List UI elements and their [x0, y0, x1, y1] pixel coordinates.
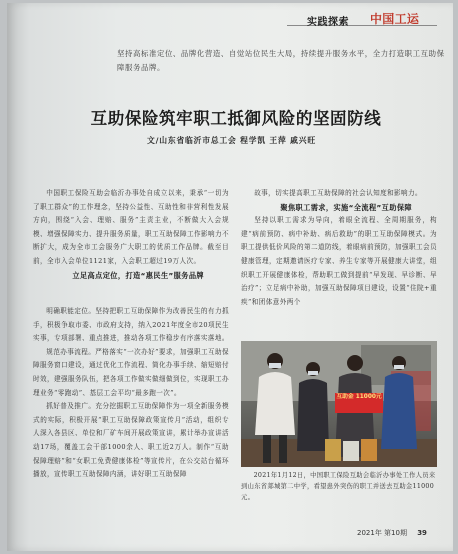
- article-title: 互助保险筑牢职工抵御风险的坚固防线: [90, 109, 382, 128]
- photo-caption: [241, 470, 437, 503]
- page-gutter-shadow: [7, 3, 29, 551]
- caption-text: 2021年1月12日，中国职工保险互助会临沂办事处工作人员来到山东省郯城第二中学，看望患外突伤的职工并送去互助金11000元。: [241, 472, 436, 501]
- paragraph: 坚持以职工需求为导向，着眼全流程、全周期服务，构建“病前预防、病中补助、病后救助”的职工互助保障模式。为职工提供低价风险的第二道防线，着眼病前预防，加强职工会员健康管理，定期邀请医疗专家、养生专家等开展健康大讲堂，组织职工开展健康体检，帮助职工做到提前“早发现、早诊断、早治疗”；立足病中补助，加强互助保障项目建设，设置“住院+重疾”和团体意外两个: [241, 216, 437, 306]
- section-kicker: 实践探索: [307, 17, 349, 28]
- page-footer: [357, 528, 427, 538]
- left-column-bottom: [33, 305, 229, 482]
- paragraph: 抓好普及推广。充分挖掘职工互助保障作为一项全新服务模式的实际，积极开展“职工互助保障政策宣传月”活动，组织专人深入各县区、单位和厂矿车间开展政策宣讲，累计举办宣讲活动17场，覆盖工会干部1000余人、职工近2万人。制作“互助保障理赔”和“女职工免费健康体检”等宣传片，在公交站台循环播放，宣传职工互助保障内涵，讲好职工互助保障: [33, 402, 229, 479]
- section-heading: 立足高点定位，打造“惠民生”服务品牌: [72, 270, 205, 280]
- right-column: [241, 187, 437, 309]
- paragraph: 故事，切实提高职工互助保障的社会认知度和影响力。: [254, 189, 423, 197]
- magazine-brand: 中国工运: [370, 12, 420, 26]
- intro-text: 坚持高标准定位、品牌化营造、自觉站位民生大局，持续提升服务水平，全力打造职工互助保障服务品牌。: [117, 49, 445, 72]
- paragraph: 规范办事流程。严格落实“一次办好”要求，加强职工互助保障服务窗口建设，通过优化工作流程、简化办事手续、缩短赔付时效，建强服务队伍，把各项工作做实做细做到位，实现职工办理业务“零跑动”、基层工会平均“最多跑一次”。: [33, 347, 229, 397]
- left-column-top: [33, 187, 229, 282]
- article-byline: 文/山东省临沂市总工会 程学凯 王萍 戚兴旺: [147, 136, 316, 145]
- paragraph: 中国职工保险互助会临沂办事处自成立以来，秉承“一切为了职工群众”的工作理念，坚持公益性、互助性和非营利性发展方向，围绕“入会、理赔、服务”主责主业，不断做大入会规模、增强保障实力、提升服务质量，职工互助保障工作影响力不断扩大，成为全市工会服务广大职工的优质工作品牌。截至目前，全市入会单位1121家，入会职工超过19万人次。: [33, 189, 229, 265]
- paragraph: 明确职能定位。坚持把职工互助保障作为改善民生的有力抓手，积极争取市委、市政府支持，纳入2021年度全市20项民生实事，专项部署、重点推进，推动各项工作稳步有序落实落地。: [33, 307, 229, 343]
- issue-label: 2021年 第10期: [357, 529, 407, 537]
- donation-banner: [335, 393, 383, 413]
- section-heading: 聚焦职工需求，实施“全流程”互助保障: [280, 202, 413, 212]
- magazine-page: [7, 3, 453, 551]
- page-number: 39: [417, 529, 427, 537]
- news-photo: [241, 341, 437, 467]
- donation-banner-text: 互助金 11000元: [336, 394, 382, 400]
